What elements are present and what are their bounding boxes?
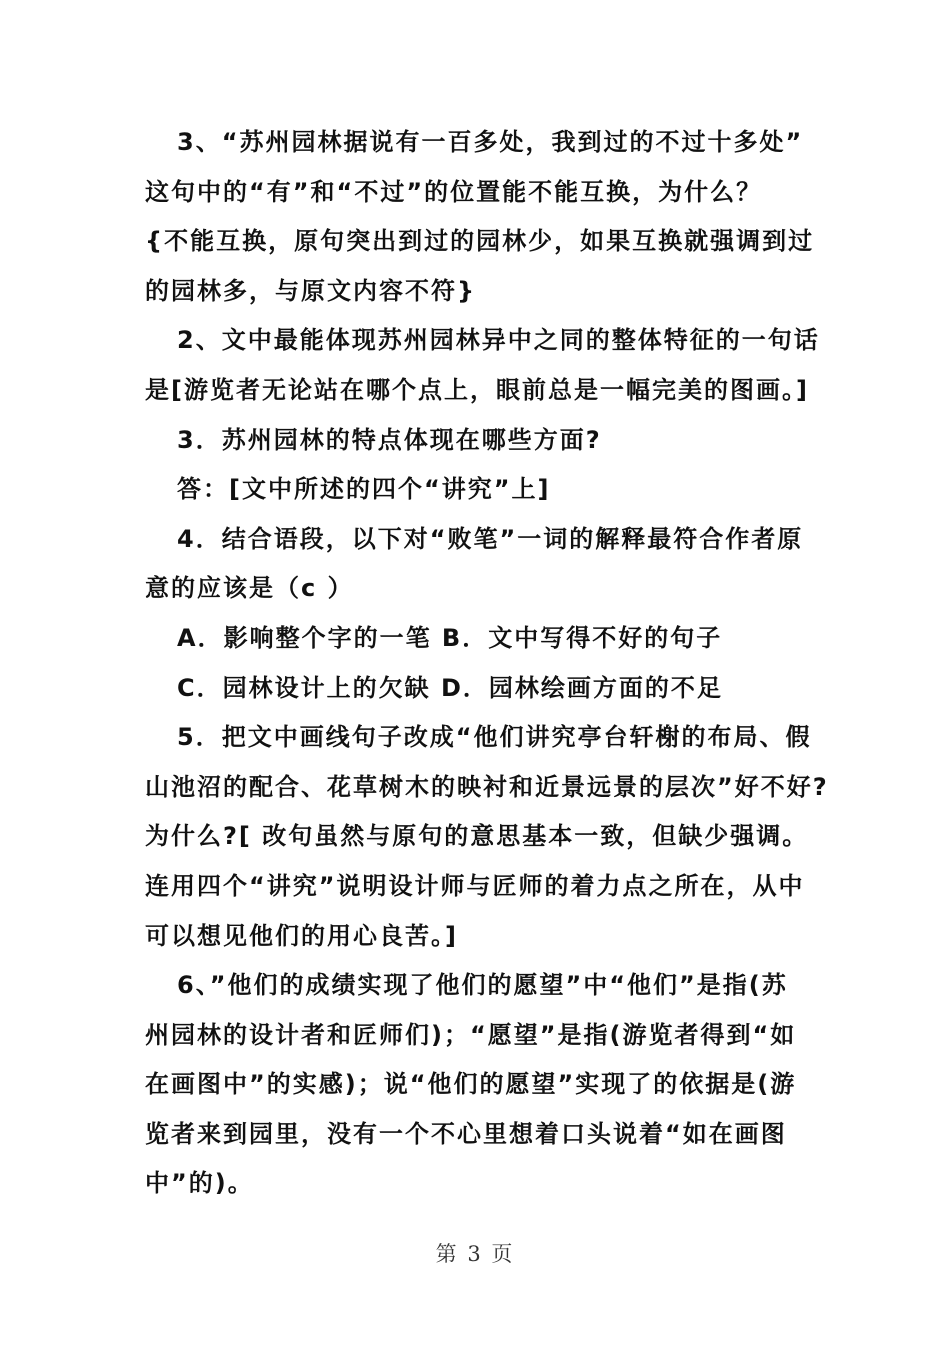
question-6-line-4: 览者来到园里，没有一个不心里想着口头说着“如在画图 <box>145 1119 787 1148</box>
question-6-line-5: 中”的)。 <box>145 1169 254 1198</box>
question-5-line-3: 为什么?[ 改句虽然与原句的意思基本一致，但缺少强调。 <box>145 822 809 851</box>
question-4-line-1: 4．结合语段，以下对“败笔”一词的解释最符合作者原 <box>177 524 804 553</box>
question-6-line-3: 在画图中”的实感)；说“他们的愿望”实现了的依据是(游 <box>145 1070 797 1099</box>
answer-3b-line: 答：[文中所述的四个“讲究”上] <box>177 475 551 504</box>
question-3a-line-1: 3、“苏州园林据说有一百多处，我到过的不过十多处” <box>177 128 804 156</box>
question-4-line-2: 意的应该是（c ） <box>145 574 354 603</box>
question-4-options-ab: A．影响整个字的一笔 B．文中写得不好的句子 <box>177 623 723 652</box>
question-6-line-2: 州园林的设计者和匠师们)；“愿望”是指(游览者得到“如 <box>145 1020 797 1049</box>
question-4-options-cd: C．园林设计上的欠缺 D．园林绘画方面的不足 <box>177 673 723 702</box>
question-6-line-1: 6、”他们的成绩实现了他们的愿望”中“他们”是指(苏 <box>177 971 788 1000</box>
answer-3a-line-2: 的园林多，与原文内容不符} <box>145 276 477 305</box>
answer-3a-line-1: {不能互换，原句突出到过的园林少，如果互换就强调到过 <box>145 227 815 256</box>
question-2-line-2: 是[游览者无论站在哪个点上，眼前总是一幅完美的图画。] <box>145 375 809 404</box>
question-3a-line-2: 这句中的“有”和“不过”的位置能不能互换，为什么？ <box>145 177 763 206</box>
page-number: 第 3 页 <box>435 1242 515 1266</box>
question-5-line-5: 可以想见他们的用心良苦。] <box>145 921 458 950</box>
document-body <box>145 118 829 1209</box>
question-5-line-1: 5．把文中画线句子改成“他们讲究亭台轩榭的布局、假 <box>177 723 812 752</box>
question-2-line-1: 2、文中最能体现苏州园林异中之同的整体特征的一句话 <box>177 326 820 355</box>
question-5-line-2: 山池沼的配合、花草树木的映衬和近景远景的层次”好不好? <box>145 772 829 801</box>
question-5-line-4: 连用四个“讲究”说明设计师与匠师的着力点之所在，从中 <box>145 871 805 900</box>
question-3b-line: 3．苏州园林的特点体现在哪些方面? <box>177 425 602 454</box>
